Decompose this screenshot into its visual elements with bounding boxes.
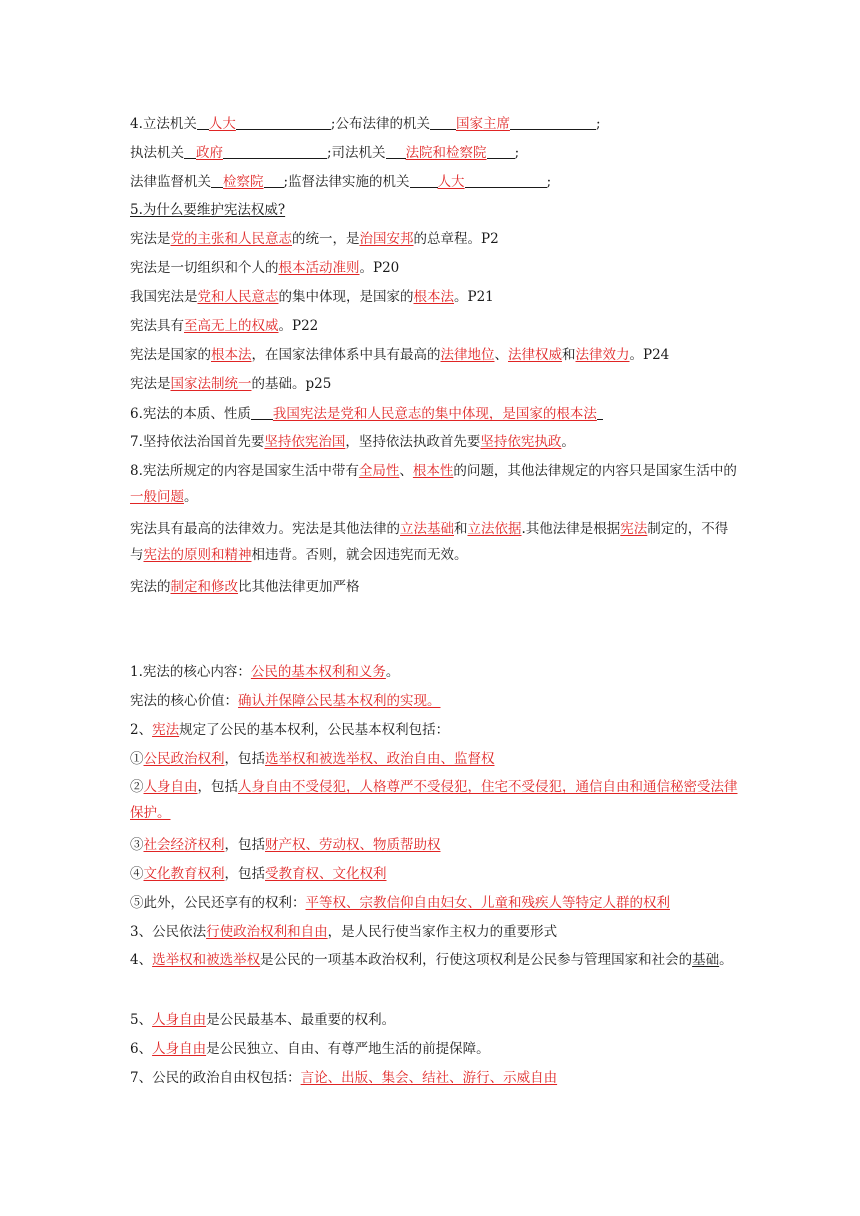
answer: 根本性 — [412, 463, 454, 479]
answer: 人大 — [437, 174, 465, 190]
answer: 财产权、劳动权、物质帮助权 — [265, 837, 441, 853]
statement-4: 宪法具有至高无上的权威。P22 — [130, 318, 319, 334]
right-4: ④文化教育权利，包括受教育权、文化权利 — [130, 866, 387, 882]
statement-2: 宪法是一切组织和个人的根本活动准则。P20 — [130, 260, 400, 276]
text: ; — [546, 174, 552, 190]
answer: 行使政治权利和自由 — [206, 924, 328, 940]
answer: 法院和检察院 — [405, 145, 487, 161]
answer: 文化教育权利 — [143, 866, 225, 882]
answer: 宪法 — [620, 521, 648, 537]
line-enforcement-bodies — [130, 143, 740, 163]
answer: 确认并保障公民基本权利的实现。 — [238, 693, 441, 709]
answer: 平等权、宗教信仰自由妇女、儿童和残疾人等特定人群的权利 — [305, 895, 670, 911]
answer: 公民的基本权利和义务 — [250, 664, 386, 680]
answer: 党和人民意志 — [197, 289, 279, 305]
b-item-2: 2、宪法规定了公民的基本权利，公民基本权利包括： — [130, 722, 450, 738]
statement-7: 宪法具有最高的法律效力。宪法是其他法律的立法基础和立法依据.其他法律是根据宪法制定的，不得与宪法的原则和精神相违背。否则，就会因违宪而无效。 — [130, 521, 729, 563]
answer: 根本法 — [413, 289, 454, 305]
right-3: ③社会经济权利，包括财产权、劳动权、物质帮助权 — [130, 837, 441, 853]
b-item-7: 7、公民的政治自由权包括：言论、出版、集会、结社、游行、示威自由 — [130, 1070, 558, 1086]
statement-1: 宪法是党的主张和人民意志的统一，是治国安邦的总章程。P2 — [130, 231, 499, 247]
b-item-6: 6、人身自由是公民独立、自由、有尊严地生活的前提保障。 — [130, 1041, 490, 1057]
b-item-1b: 宪法的核心价值：确认并保障公民基本权利的实现。 — [130, 693, 441, 709]
text: ; — [595, 116, 601, 132]
text: 4.立法机关 — [130, 116, 197, 132]
answer: 社会经济权利 — [143, 837, 225, 853]
answer: 法律权威 — [508, 347, 562, 363]
text: ;监督法律实施的机关 — [283, 174, 410, 190]
answer: 国家法制统一 — [170, 376, 252, 392]
question-7: 7.坚持依法治国首先要坚持依宪治国，坚持依法执政首先要坚持依宪执政。 — [130, 434, 575, 450]
answer: 选举权和被选举权、政治自由、监督权 — [265, 751, 495, 767]
answer: 公民政治权利 — [143, 751, 225, 767]
statement-3: 我国宪法是党和人民意志的集中体现，是国家的根本法。P21 — [130, 289, 494, 305]
answer: 选举权和被选举权 — [152, 952, 261, 968]
answer: 人身自由不受侵犯，人格尊严不受侵犯，住宅不受侵犯，通信自由和通信秘密受法律保护。 — [130, 779, 738, 821]
question-heading: 5.为什么要维护宪法权威? — [130, 202, 286, 218]
text: ; — [514, 145, 520, 161]
answer: 言论、出版、集会、结社、游行、示威自由 — [300, 1070, 558, 1086]
b-item-1: 1.宪法的核心内容：公民的基本权利和义务。 — [130, 664, 400, 680]
answer: 至高无上的权威 — [184, 318, 279, 334]
b-item-4: 4、选举权和被选举权是公民的一项基本政治权利，行使这项权利是公民参与管理国家和社会的基础。 — [130, 952, 733, 968]
answer: 国家主席 — [455, 116, 510, 132]
question-6: 6.宪法的本质、性质 我国宪法是党和人民意志的集中体现，是国家的根本法 — [130, 404, 740, 424]
answer: 制定和修改 — [170, 579, 238, 595]
statement-6: 宪法是国家法制统一的基础。p25 — [130, 376, 332, 392]
answer: 人身自由 — [152, 1012, 207, 1028]
right-2: ②人身自由，包括人身自由不受侵犯，人格尊严不受侵犯，住宅不受侵犯，通信自由和通信秘密受法律保护。 — [130, 779, 738, 821]
answer: 全局性 — [358, 463, 400, 479]
answer: 受教育权、文化权利 — [265, 866, 387, 882]
b-item-3: 3、公民依法行使政治权利和自由，是人民行使当家作主权力的重要形式 — [130, 924, 558, 940]
answer: 立法依据 — [467, 521, 522, 537]
answer: 人身自由 — [143, 779, 198, 795]
answer: 坚持依宪治国 — [264, 434, 346, 450]
answer: 宪法的原则和精神 — [143, 547, 252, 563]
line-lawmaking-bodies — [130, 114, 740, 134]
text: ;司法机关 — [327, 145, 386, 161]
answer: 党的主张和人民意志 — [170, 231, 292, 247]
line-supervision-bodies — [130, 172, 740, 192]
answer: 立法基础 — [400, 521, 454, 537]
answer: 治国安邦 — [359, 231, 414, 247]
right-1: ①公民政治权利，包括选举权和被选举权、政治自由、监督权 — [130, 751, 495, 767]
answer: 政府 — [196, 145, 223, 161]
answer: 一般问题 — [130, 489, 184, 505]
statement-8: 宪法的制定和修改比其他法律更加严格 — [130, 579, 360, 595]
statement-5: 宪法是国家的根本法，在国家法律体系中具有最高的法律地位、法律权威和法律效力。P24 — [130, 347, 670, 363]
answer: 我国宪法是党和人民意志的集中体现，是国家的根本法 — [272, 406, 597, 422]
question-5 — [130, 201, 740, 220]
answer: 人身自由 — [152, 1041, 207, 1057]
answer: 人大 — [208, 116, 236, 132]
answer: 根本法 — [211, 347, 252, 363]
text: 法律监督机关 — [130, 174, 211, 190]
text: 执法机关 — [130, 145, 184, 161]
answer: 根本活动准则 — [278, 260, 360, 276]
right-5: ⑤此外，公民还享有的权利：平等权、宗教信仰自由妇女、儿童和残疾人等特定人群的权利 — [130, 895, 670, 911]
answer: 坚持依宪执政 — [480, 434, 562, 450]
answer: 宪法 — [152, 722, 180, 738]
b-item-5: 5、人身自由是公民最基本、最重要的权利。 — [130, 1012, 396, 1028]
answer: 检察院 — [223, 174, 264, 190]
question-8: 8.宪法所规定的内容是国家生活中带有全局性、根本性的问题，其他法律规定的内容只是国家生活中的一般问题。 — [130, 463, 737, 505]
text: ;公布法律的机关 — [330, 116, 430, 132]
answer: 法律效力 — [575, 347, 630, 363]
answer: 法律地位 — [440, 347, 495, 363]
underlined-text: 基础 — [692, 952, 720, 968]
